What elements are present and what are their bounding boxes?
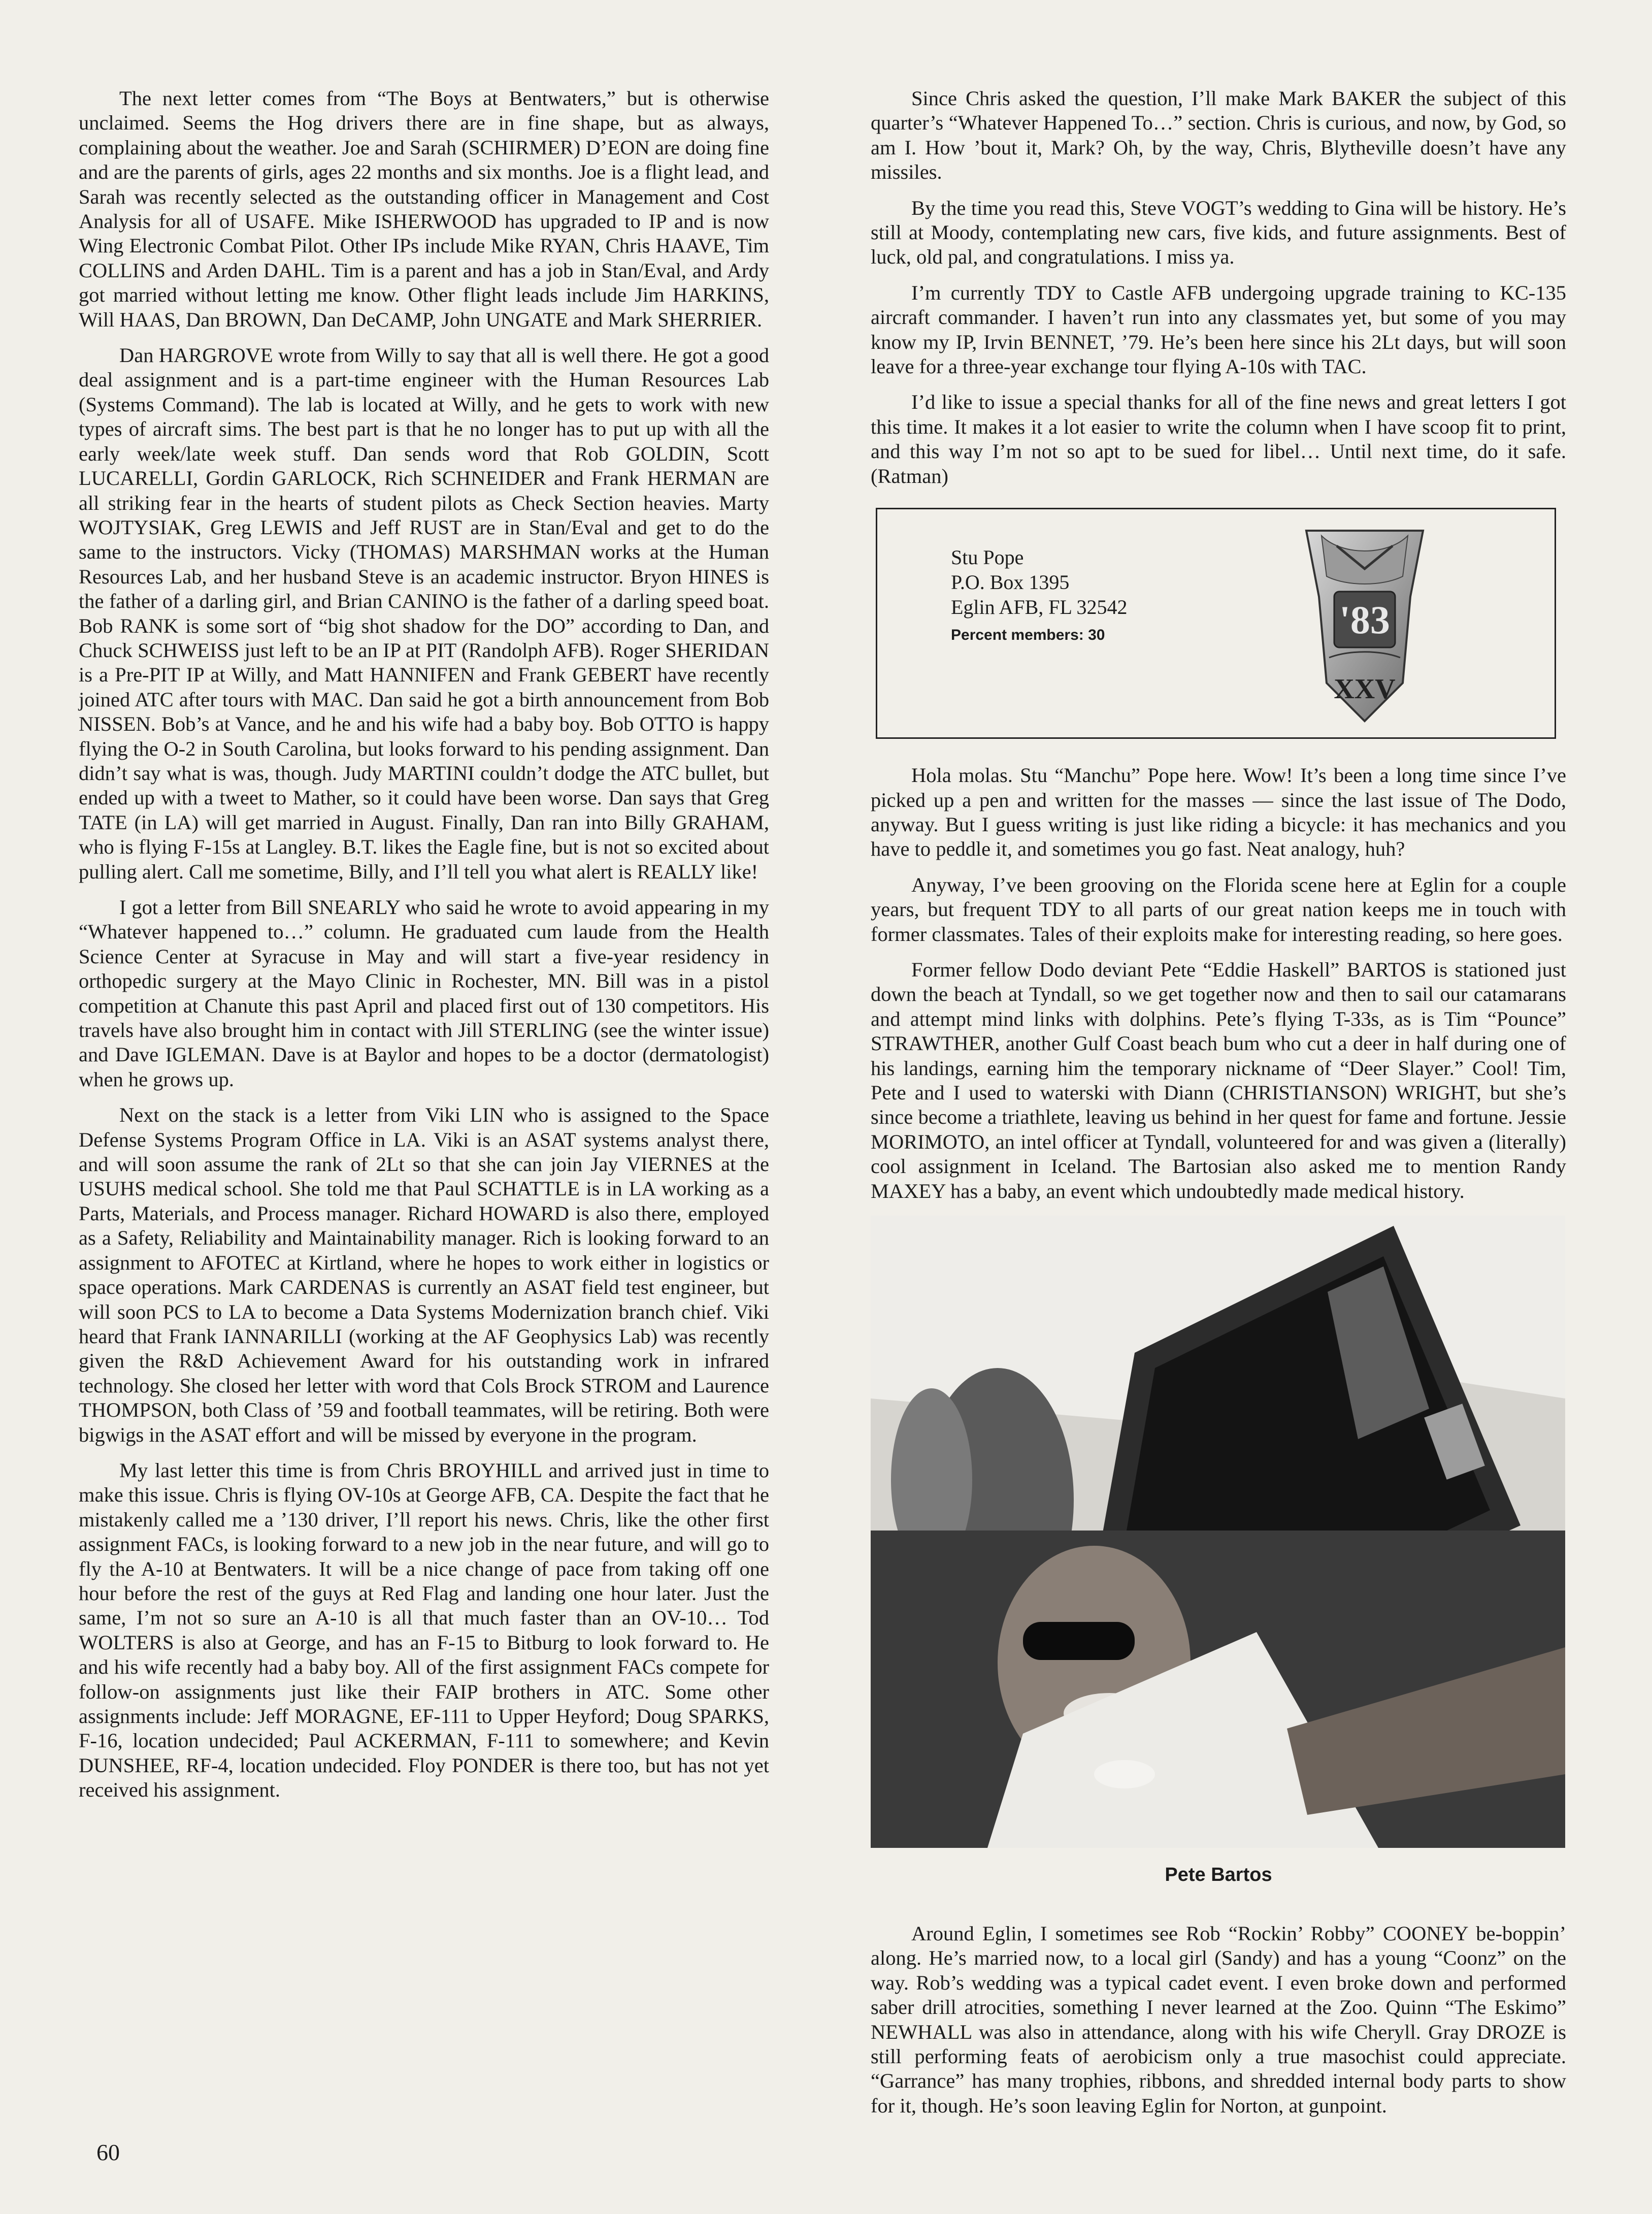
paragraph: Former fellow Dodo deviant Pete “Eddie Haskell” BARTOS is stationed just down the beach at Tyndall, so we get together now and then to sail our catamarans and attempt mind links with dolphins. Pete’s flying T-33s, as is Tim “Pounce” STRAWTHER, another Gulf Coast beach bum who cut a deer in half during one of his landings, earning him the temporary nickname of “Deer Slayer.” Cool! Tim, Pete and I used to waterski with Diann (CHRISTIANSON) WRIGHT, but she’s since become a triathlete, leaving us behind in her quest for fame and fortune. Jessie MORIMOTO, an intel officer at Tyndall, volunteered for and was given a (literally) cool assignment in Iceland. The Bartosian also asked me to mention Randy MAXEY has a baby, an event which undoubtedly made medical history. bbox=[871, 958, 1566, 1202]
address-line: P.O. Box 1395 bbox=[951, 571, 1070, 594]
paragraph: Anyway, I’ve been grooving on the Florida scene here at Eglin for a couple years, but frequent TDY to all parts of our great nation keeps me in touch with former classmates. Tales of their exploits make for interesting reading, so here goes. bbox=[871, 873, 1566, 946]
paragraph: Next on the stack is a letter from Viki LIN who is assigned to the Space Defense Systems Program Office in LA. Viki is an ASAT systems analyst there, and will soon assume the rank of 2Lt so that she can join Jay VIERNES at the USUHS medical school. She told me that Paul SCHATTLE is in LA working as a Parts, Materials, and Process manager. Richard HOWARD is also there, employed as a Safety, Reliability and Maintainability manager. Rich is looking forward to an assignment to AFOTEC at Kirtland, where he hopes to work either in logistics or space operations. Mark CARDENAS is currently an ASAT field test engineer, but will soon PCS to LA to become a Data Systems Modernization branch chief. Viki heard that Frank IANNARILLI (working at the AF Geophysics Lab) was recently given the R&D Achievement Award for his outstanding work in infrared technology. She closed her letter with word that Cols Brock STROM and Laurence THOMPSON, both Class of ’59 and football teammates, will be retiring. Both were bigwigs in the ASAT effort and will be missed by everyone in the program. bbox=[79, 1103, 769, 1446]
paragraph: My last letter this time is from Chris BROYHILL and arrived just in time to make this issue. Chris is flying OV-10s at George AFB, CA. Despite the fact that he mistakenly called me a ’130 driver, I’ll report his news. Chris, like the other first assignment FACs, is looking forward to a new job in the near future, and will go to fly the A-10 at Bentwaters. It will be a nice change of pace from taking off one hour before the rest of the guys at Red Flag and landing one hour later. Just the same, I’m not so sure an A-10 is all that much faster than an OV-10… Tod WOLTERS is also at George, and has an F-15 to Bitburg to look forward to. He and his wife recently had a baby boy. All of the first assignment FACs compete for follow-on assignments just like their FAIP brothers in ATC. Some other assignments include: Jeff MORAGNE, EF-111 to Upper Heyford; Doug SPARKS, F-16, location undecided; Paul ACKERMAN, F-111 to somewhere; and Kevin DUNSHEE, RF-4, location undecided. Floy PONDER is there too, but has not yet received his assignment. bbox=[79, 1458, 769, 1802]
address-line: Eglin AFB, FL 32542 bbox=[951, 596, 1128, 619]
paragraph: I’d like to issue a special thanks for all of the fine news and great letters I got this time. It makes it a lot easier to write the column when I have scoop fit to print, and this way I’m not so apt to be sued for libel… Until next time, do it safe. (Ratman) bbox=[871, 390, 1566, 487]
paragraph: The next letter comes from “The Boys at Bentwaters,” but is otherwise unclaimed. Seems the Hog drivers there are in fine shape, but as always, complaining about the weather. Joe and Sarah (SCHIRMER) D’EON are doing fine and are the parents of girls, ages 22 months and six months. Joe is a flight lead, and Sarah was recently selected as the outstanding officer in Management and Cost Analysis for all of USAFE. Mike ISHERWOOD has upgraded to IP and is now Wing Electronic Combat Pilot. Other IPs include Mike RYAN, Chris HAAVE, Tim COLLINS and Arden DAHL. Tim is a parent and has a job in Stan/Eval, and Ardy got married without letting me know. Other flight leads include Jim HARKINS, Will HAAS, Dan BROWN, Dan DeCAMP, John UNGATE and Mark SHERRIER. bbox=[79, 87, 769, 331]
page-number: 60 bbox=[96, 2139, 120, 2165]
paragraph: Since Chris asked the question, I’ll make Mark BAKER the subject of this quarter’s “Whatever Happened To…” section. Chris is curious, and now, by God, so am I. How ’bout it, Mark? Oh, by the way, Chris, Blytheville doesn’t have any missiles. bbox=[871, 87, 1566, 184]
paragraph: Dan HARGROVE wrote from Willy to say that all is well there. He got a good deal assignment and is a part-time engineer with the Human Resources Lab (Systems Command). The lab is located at Willy, and he gets to work with new types of aircraft sims. The best part is that he no longer has to put up with all the early week/late week stuff. Dan sends word that Rob GOLDIN, Scott LUCARELLI, Gordin GARLOCK, Rich SCHNEIDER and Frank HERMAN are all striking fear in the hearts of student pilots as Check Section heavies. Marty WOJTYSIAK, Greg LEWIS and Jeff RUST are in Stan/Eval and get to do the same to the instructors. Vicky (THOMAS) MARSHMAN works at the Human Resources Lab, and her husband Steve is an academic instructor. Bryon HINES is the father of a darling girl, and Brian CANINO is the father of a darling speed boat. Bob RANK is some sort of “big shot shadow for the DO” according to Dan, and Chuck SCHWEISS just left to be an IP at PIT (Randolph AFB). Roger SHERIDAN is a Pre-PIT IP at Willy, and Matt HANNIFEN and Frank GEBERT have recently joined ATC after tours with MAC. Dan said he got a birth announcement from Bob NISSEN. Bob’s at Vance, and he and his wife had a baby boy. Bob OTTO is happy flying the O-2 in South Carolina, but looks forward to his pending assignment. Dan didn’t say what is was, though. Judy MARTINI couldn’t dodge the ATC bullet, but ended up with a tweet to Mather, so it could have been worse. Dan says that Greg TATE (in LA) will get married in August. Finally, Dan ran into Billy GRAHAM, who is flying F-15s at Langley. B.T. likes the Eagle fine, but is not so excited about pulling alert. Call me sometime, Billy, and I’ll tell you what alert is REALLY like! bbox=[79, 344, 769, 883]
left-column bbox=[79, 86, 769, 1814]
photo-caption: Pete Bartos bbox=[1165, 1864, 1272, 1885]
class-scribe-contact-box bbox=[876, 508, 1556, 739]
paragraph: Around Eglin, I sometimes see Rob “Rockin’ Robby” COONEY be-boppin’ along. He’s married now, to a local girl (Sandy) and has a young “Coonz” on the way. Rob’s wedding was a typical cadet event. I even broke down and performed saber drill atrocities, something I never learned at the Zoo. Quinn “The Eskimo” NEWHALL was also in attendance, along with his wife Cheryll. Gray DROZE is still performing feats of aerobicism only a true masochist could appreciate. “Garrance” has many trophies, ribbons, and shredded internal body parts to show for it, though. He’s soon leaving Eglin for Norton, at gunpoint. bbox=[871, 1922, 1566, 2117]
crest-number: '83 bbox=[1339, 598, 1390, 642]
class-crest-icon bbox=[1301, 520, 1428, 724]
crest-motto: XXV bbox=[1334, 673, 1396, 705]
scribe-name: Stu Pope bbox=[951, 546, 1024, 569]
paragraph: Hola molas. Stu “Manchu” Pope here. Wow! It’s been a long time since I’ve picked up a pen and written for the masses — since the last issue of The Dodo, anyway. But I guess writing is just like riding a bicycle: it has mechanics and you have to peddle it, and sometimes you go fast. Neat analogy, huh? bbox=[871, 764, 1566, 861]
scribe-address bbox=[951, 545, 1127, 647]
paragraph: I got a letter from Bill SNEARLY who said he wrote to avoid appearing in my “Whatever happened to…” column. He graduated cum laude from the Health Science Center at Syracuse in May and will start a five-year residency in orthopedic surgery at the Mayo Clinic in Rochester, MN. Bill was in a pistol competition at Chanute this past April and placed first out of 130 competitors. His travels have also brought him in contact with Jill STERLING (see the winter issue) and Dave IGLEMAN. Dave is at Baylor and hopes to be a doctor (dermatologist) when he grows up. bbox=[79, 896, 769, 1091]
photo-pete-bartos bbox=[871, 1216, 1565, 1848]
percent-members: Percent members: 30 bbox=[951, 627, 1105, 644]
paragraph: By the time you read this, Steve VOGT’s wedding to Gina will be history. He’s still at Moody, contemplating new cars, five kids, and future assignments. Best of luck, old pal, and congratulations. I miss ya. bbox=[871, 196, 1566, 269]
right-column bbox=[871, 86, 1566, 2129]
photo-image bbox=[871, 1216, 1565, 1848]
paragraph: I’m currently TDY to Castle AFB undergoing upgrade training to KC-135 aircraft commander. I haven’t run into any classmates yet, but some of you may know my IP, Irvin BENNET, ’79. He’s been here since his 2Lt days, but will soon leave for a three-year exchange tour flying A-10s with TAC. bbox=[871, 281, 1566, 378]
